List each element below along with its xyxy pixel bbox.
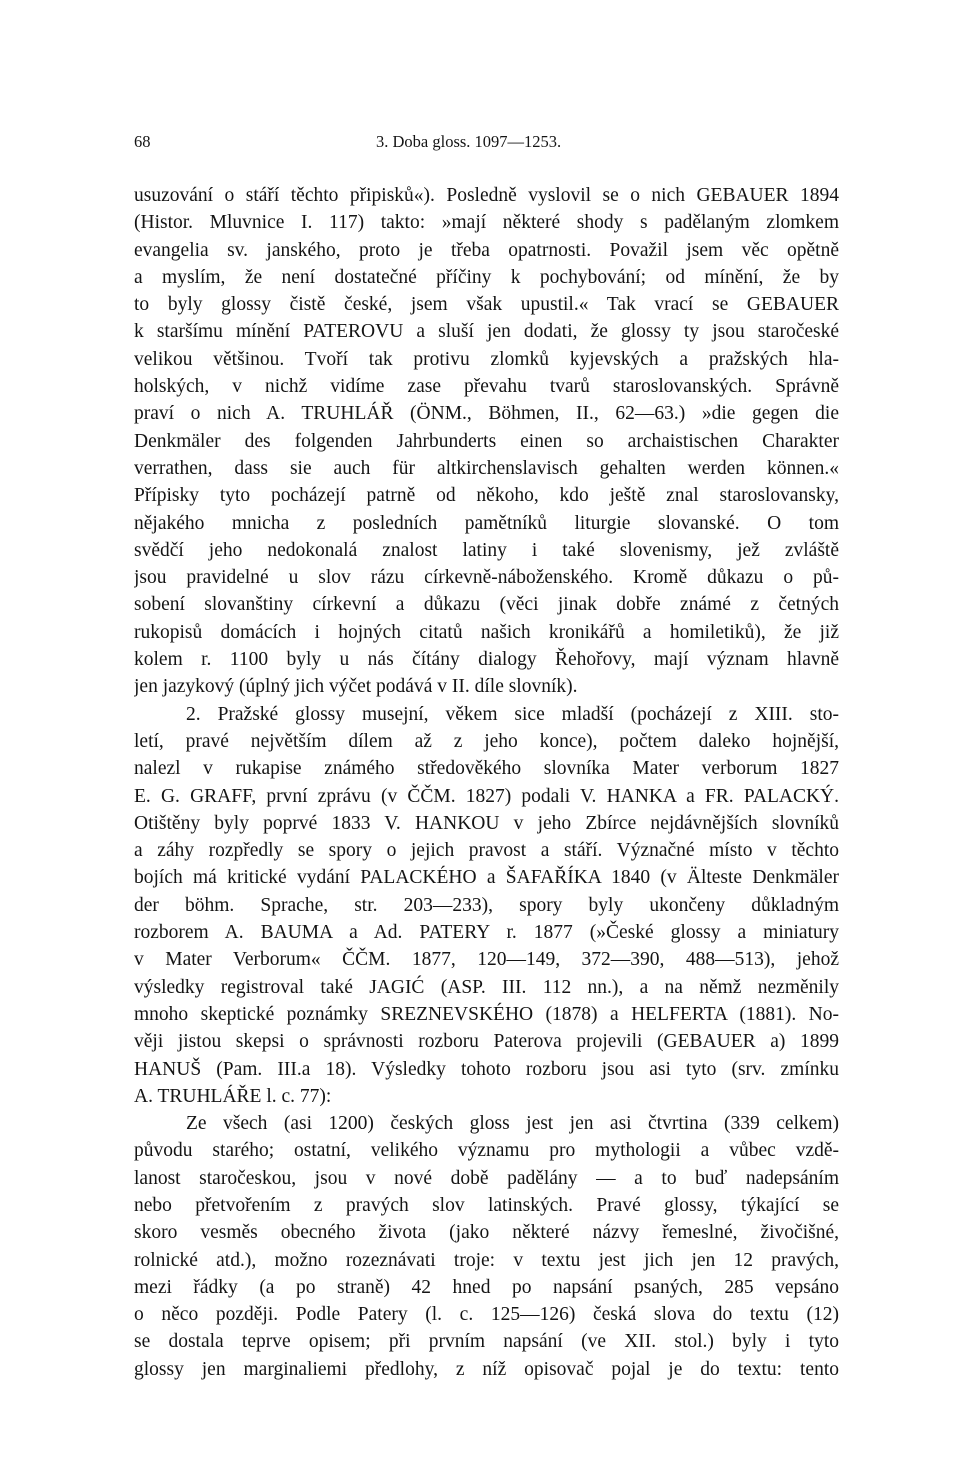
text-line: původu starého; ostatní, velikého významu pro mythologii a vůbec vzdě- <box>134 1140 839 1162</box>
text-line: jen jazykový (úplný jich výčet podává v II. díle slovník). <box>134 676 578 698</box>
text-line: Otištěny byly poprvé 1833 V. HANKOU v jeho Zbírce nejdávnějších slovníků <box>134 812 839 834</box>
text-line: výsledky registroval také JAGIĆ (ASP. III. 112 nn.), a na němž nezměnily <box>134 976 839 998</box>
text-line: praví o nich A. TRUHLÁŘ (ÖNM., Böhmen, II., 62—63.) »die gegen die <box>134 403 839 425</box>
text-line: se dostala teprve opisem; při prvním napsání (ve XII. stol.) byly i tyto <box>134 1331 839 1353</box>
text-line: k staršímu mínění PATEROVU a sluší jen dodati, že glossy ty jsou staročeské <box>134 321 839 343</box>
text-line: rolnické atd.), možno rozeznávati troje: v textu jest jich jen 12 pravých, <box>134 1249 839 1271</box>
text-line: v Mater Verborum« ČČM. 1877, 120—149, 372—390, 488—513), jehož <box>134 949 839 971</box>
text-line: evangelia sv. janského, proto je třeba opatrnosti. Považil jsem věc opětně <box>134 239 839 261</box>
text-line: Přípisky tyto pocházejí patrně od někoho, kdo ještě znal staroslovansky, <box>134 485 839 507</box>
text-line: verrathen, dass sie auch für altkirchenslavisch gehalten werden können.« <box>134 457 839 479</box>
text-line: letí, pravé největším dílem až z jeho konce), počtem daleko hojnější, <box>134 730 839 752</box>
text-line: sobení slovanštiny církevní a důkazu (věci jinak dobře známé z četných <box>134 594 839 616</box>
text-line: velikou většinou. Tvoří tak protivu zlomků kyjevských a pražských hla- <box>134 348 839 370</box>
text-line: lanost staročeskou, jsou v nové době padělány — a to buď nadepsáním <box>134 1167 839 1189</box>
page-number: 68 <box>134 132 151 151</box>
text-line: nebo přetvořením z pravých slov latinských. Pravé glossy, týkající se <box>134 1194 839 1216</box>
text-line: a záhy rozpředly se spory o jejich pravost a stáří. Význačné místo v těchto <box>134 840 839 862</box>
text-line: kolem r. 1100 byly u nás čítány dialogy Řehořovy, mají význam hlavně <box>134 649 839 671</box>
text-line: a myslím, že není dostatečné příčiny k pochybování; od mínění, že by <box>134 266 839 288</box>
text-line: A. TRUHLÁŘE l. c. 77): <box>134 1085 332 1107</box>
text-line: o něco později. Podle Patery (l. c. 125—126) česká slova do textu (12) <box>134 1304 839 1326</box>
text-line: mezi řádky (a po straně) 42 hned po napsání psaných, 285 vepsáno <box>134 1276 839 1298</box>
text-line: E. G. GRAFF, první zprávu (v ČČM. 1827) podali V. HANKA a FR. PALACKÝ. <box>134 785 839 807</box>
text-line: rozborem A. BAUMA a Ad. PATERY r. 1877 (»České glossy a miniatury <box>134 922 839 944</box>
text-line: Denkmäler des folgenden Jahrbunderts einen so archaistischen Charakter <box>134 430 839 452</box>
text-line: 2. Pražské glossy musejní, věkem sice mladší (pocházejí z XIII. sto- <box>186 703 839 725</box>
text-line: to byly glossy čistě české, jsem však upustil.« Tak vrací se GEBAUER <box>134 294 839 316</box>
text-line: der böhm. Sprache, str. 203—233), spory byly ukončeny důkladným <box>134 894 839 916</box>
text-line: usuzování o stáří těchto připisků«). Posledně vyslovil se o nich GEBAUER 1894 <box>134 185 839 206</box>
text-line: (Histor. Mluvnice I. 117) takto: »mají některé shody s padělaným zlomkem <box>134 212 839 234</box>
text-line: mnoho skeptické poznámky SREZNEVSKÉHO (1878) a HELFERTA (1881). No- <box>134 1003 839 1025</box>
text-line: svědčí jeho nedokonalá znalost latiny i také slovenismy, jež zvláště <box>134 539 839 561</box>
running-head: 3. Doba gloss. 1097—1253. <box>376 132 562 151</box>
text-line: Ze všech (asi 1200) českých gloss jest jen asi čtvrtina (339 celkem) <box>186 1113 839 1135</box>
text-line: nějakého mnicha z posledních pamětníků liturgie slovanské. O tom <box>134 512 839 534</box>
text-line: věji jistou skepsi o správnosti rozboru Paterova projevili (GEBAUER a) 1899 <box>134 1031 839 1053</box>
text-line: bojích má kritické vydání PALACKÉHO a ŠAFAŘÍKA 1840 (v Älteste Denkmäler <box>134 867 839 889</box>
text-line: rukopisů domácích i hojných citatů našich kronikářů a homiletiků), že již <box>134 621 839 643</box>
text-line: skoro vesměs obecného života (jako některé názvy řemeslné, živočišné, <box>134 1222 839 1244</box>
text-line: holských, v nichž vidíme zase převahu tvarů staroslovanských. Správně <box>134 376 839 398</box>
text-line: jsou pravidelné u slov rázu církevně-náboženského. Kromě důkazu o pů- <box>134 567 839 589</box>
text-line: nalezl v rukapise známého středověkého slovníka Mater verborum 1827 <box>134 758 839 780</box>
page-header <box>0 132 960 156</box>
body-text <box>134 182 839 1383</box>
text-line: HANUŠ (Pam. III.a 18). Výsledky tohoto rozboru jsou asi tyto (srv. zmínku <box>134 1058 839 1080</box>
text-line: glossy jen marginaliemi předlohy, z níž opisovač pojal je do textu: tento <box>134 1358 839 1380</box>
